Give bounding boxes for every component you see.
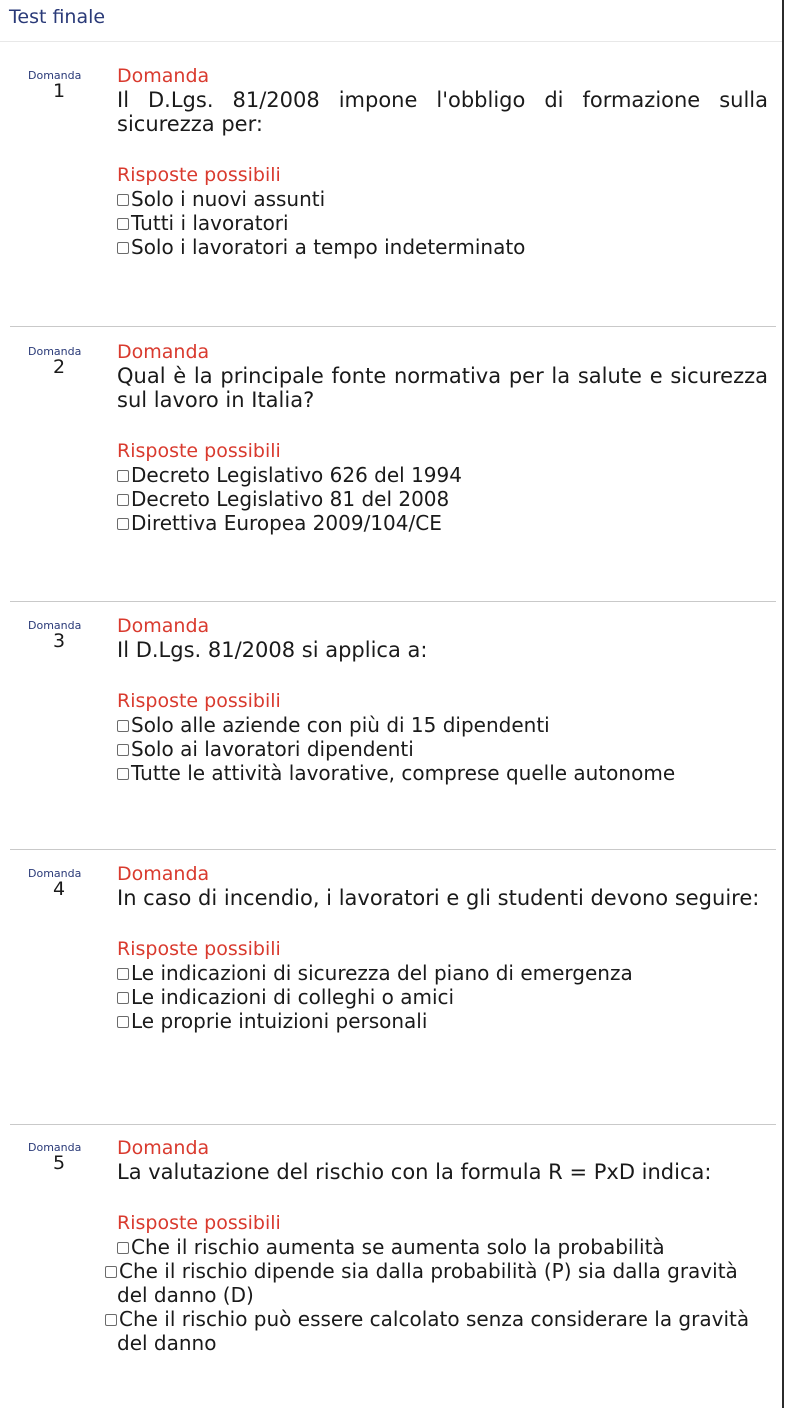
answer-label: Solo alle aziende con più di 15 dipendenti — [131, 713, 550, 737]
answers-heading: Risposte possibili — [117, 690, 281, 712]
checkbox-icon[interactable] — [117, 720, 129, 732]
question-heading: Domanda — [117, 1137, 210, 1159]
checkbox-icon[interactable] — [117, 1016, 129, 1028]
answer-label: Le proprie intuizioni personali — [131, 1009, 428, 1033]
question-text: Il D.Lgs. 81/2008 impone l'obbligo di formazione sulla sicurezza per: — [117, 88, 768, 136]
answers-heading: Risposte possibili — [117, 440, 281, 462]
question-heading: Domanda — [117, 615, 210, 637]
question-text: La valutazione del rischio con la formula R = PxD indica: — [117, 1160, 712, 1184]
checkbox-icon[interactable] — [117, 242, 129, 254]
checkbox-icon[interactable] — [117, 470, 129, 482]
answer-label: Che il rischio dipende sia dalla probabilità (P) sia dalla gravità del danno (D) — [117, 1259, 738, 1307]
checkbox-icon[interactable] — [117, 744, 129, 756]
question-number-label: Domanda — [28, 867, 82, 880]
question-number-label: Domanda — [28, 1141, 82, 1154]
answer-option[interactable] — [117, 1009, 768, 1033]
question-body — [117, 340, 768, 535]
question-divider — [10, 601, 776, 602]
answer-option[interactable] — [117, 713, 768, 737]
checkbox-icon[interactable] — [117, 1242, 129, 1254]
answer-label: Tutti i lavoratori — [131, 211, 289, 235]
question-number: 4 — [52, 878, 66, 900]
answer-label: Direttiva Europea 2009/104/CE — [131, 511, 442, 535]
question-number: 2 — [52, 356, 66, 378]
answer-option[interactable] — [117, 985, 768, 1009]
answer-option[interactable] — [117, 211, 768, 235]
page-right-border — [782, 0, 784, 1408]
answers-heading: Risposte possibili — [117, 164, 281, 186]
page-title: Test finale — [9, 6, 106, 28]
question-number-label: Domanda — [28, 619, 82, 632]
question-number: 1 — [52, 80, 66, 102]
question-heading: Domanda — [117, 863, 210, 885]
answer-label: Le indicazioni di colleghi o amici — [131, 985, 455, 1009]
checkbox-icon[interactable] — [105, 1314, 117, 1326]
question-number: 5 — [52, 1152, 66, 1174]
answer-option[interactable] — [105, 1307, 768, 1355]
question-number: 3 — [52, 630, 66, 652]
question-text: Il D.Lgs. 81/2008 si applica a: — [117, 638, 428, 662]
checkbox-icon[interactable] — [105, 1266, 117, 1278]
answer-option[interactable] — [117, 761, 768, 785]
answers-heading: Risposte possibili — [117, 938, 281, 960]
answer-option[interactable] — [117, 737, 768, 761]
checkbox-icon[interactable] — [117, 992, 129, 1004]
answer-option[interactable] — [117, 511, 768, 535]
checkbox-icon[interactable] — [117, 218, 129, 230]
answer-label: Solo ai lavoratori dipendenti — [131, 737, 414, 761]
answer-option[interactable] — [117, 961, 768, 985]
answer-option[interactable] — [117, 487, 768, 511]
question-text: In caso di incendio, i lavoratori e gli studenti devono seguire: — [117, 886, 760, 910]
answers-heading: Risposte possibili — [117, 1212, 281, 1234]
question-text: Qual è la principale fonte normativa per la salute e sicurezza sul lavoro in Italia? — [117, 364, 768, 412]
checkbox-icon[interactable] — [117, 494, 129, 506]
answer-option[interactable] — [117, 187, 768, 211]
answer-label: Decreto Legislativo 81 del 2008 — [131, 487, 450, 511]
checkbox-icon[interactable] — [117, 968, 129, 980]
question-body — [117, 1136, 768, 1355]
checkbox-icon[interactable] — [117, 194, 129, 206]
answer-option[interactable] — [117, 463, 768, 487]
question-body — [117, 862, 768, 1033]
page-header — [0, 0, 782, 42]
question-heading: Domanda — [117, 341, 210, 363]
checkbox-icon[interactable] — [117, 518, 129, 530]
answer-label: Solo i lavoratori a tempo indeterminato — [131, 235, 526, 259]
question-number-label: Domanda — [28, 69, 82, 82]
question-heading: Domanda — [117, 65, 210, 87]
answer-label: Decreto Legislativo 626 del 1994 — [131, 463, 462, 487]
question-divider — [10, 326, 776, 327]
question-divider — [10, 1124, 776, 1125]
answer-option[interactable] — [105, 1259, 768, 1307]
answer-label: Tutte le attività lavorative, comprese quelle autonome — [131, 761, 676, 785]
answer-label: Che il rischio aumenta se aumenta solo la probabilità — [131, 1235, 665, 1259]
question-number-label: Domanda — [28, 345, 82, 358]
question-divider — [10, 849, 776, 850]
answer-label: Solo i nuovi assunti — [131, 187, 326, 211]
question-body — [117, 64, 768, 259]
checkbox-icon[interactable] — [117, 768, 129, 780]
answer-option[interactable] — [117, 235, 768, 259]
question-body — [117, 614, 768, 785]
answer-option[interactable] — [117, 1235, 768, 1259]
answer-label: Le indicazioni di sicurezza del piano di emergenza — [131, 961, 633, 985]
answer-label: Che il rischio può essere calcolato senza considerare la gravità del danno — [117, 1307, 750, 1355]
